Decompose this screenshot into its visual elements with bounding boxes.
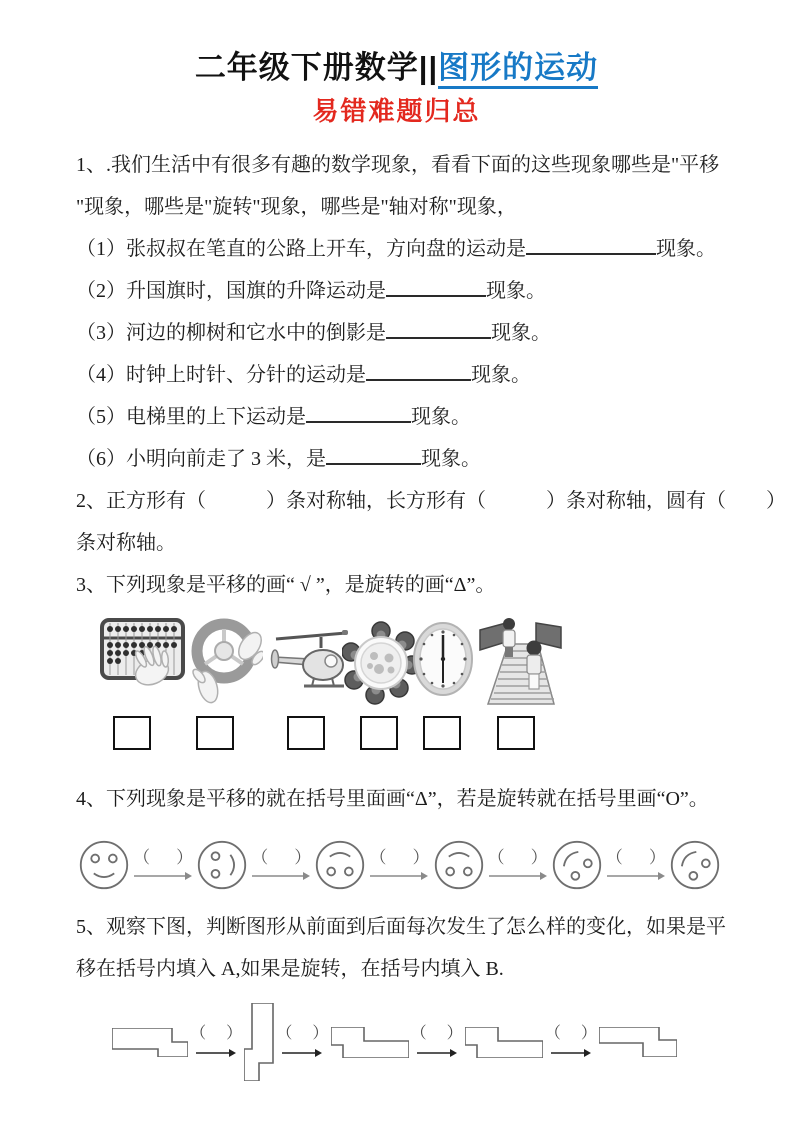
q3-answer-row [76,716,723,756]
q1-item-5-text: （5）电梯里的上下运动是 [76,406,306,428]
right-arrow-icon [196,1048,236,1058]
q4-face-row [76,828,723,902]
s-piece-horizontal [599,1027,677,1057]
q1-item-2 [76,270,723,312]
q1-item-6 [76,438,723,480]
answer-blank[interactable] [526,250,656,255]
s-piece-horizontal [331,1027,409,1058]
right-arrow-icon [551,1048,591,1058]
right-arrow-icon [607,871,665,881]
s-piece-horizontal [112,1028,188,1057]
right-arrow-icon [417,1048,457,1058]
q1-item-1-text: （1）张叔叔在笔直的公路上开车，方向盘的运动是 [76,238,526,260]
answer-paren[interactable]: （ ） [133,848,194,867]
q1-intro-line1: 1、.我们生活中有很多有趣的数学现象，看看下面的这些现象哪些是"平移 [76,154,720,176]
q2-line2: 条对称轴。 [76,532,176,554]
q3-picture-row [76,614,723,714]
answer-paren[interactable]: （ ） [605,848,666,867]
worksheet-body [76,144,786,1088]
answer-blank[interactable] [386,334,491,339]
right-arrow-icon [134,871,192,881]
q1-item-3 [76,312,723,354]
q5-transition-1 [190,1026,242,1058]
q1-intro-line2: "现象，哪些是"旋转"现象，哪些是"轴对称"现象， [76,196,517,218]
q5-prompt-line1: 5、观察下图，判断图形从前面到后面每次发生了怎么样的变化，如果是平 [76,916,726,938]
q1-item-4-suffix: 现象。 [471,364,531,386]
q4-prompt: 4、下列现象是平移的就在括号里面画“Δ”，若是旋转就在括号里画“O”。 [76,788,709,810]
smiley-face-upright [78,839,130,891]
answer-box[interactable] [113,716,151,750]
answer-box[interactable] [196,716,234,750]
smiley-face-rotated-135 [658,828,732,902]
abacus-icon [100,614,185,692]
q1-item-1 [76,228,723,270]
answer-blank[interactable] [366,376,471,381]
q3-prompt: 3、下列现象是平移的画“ √ ”，是旋转的画“Δ”。 [76,574,496,596]
right-arrow-icon [282,1048,322,1058]
q1-item-5-suffix: 现象。 [411,406,471,428]
answer-box[interactable] [497,716,535,750]
q1-item-6-suffix: 现象。 [421,448,481,470]
q1-item-6-text: （6）小明向前走了 3 米，是 [76,448,326,470]
rotating-table-icon [342,614,420,711]
right-arrow-icon [489,871,547,881]
answer-paren[interactable]: （ ） [190,1025,243,1042]
page-subtitle: 易错难题归总 [312,96,481,126]
page-title [0,42,793,87]
q1-item-4-text: （4）时钟上时针、分针的运动是 [76,364,366,386]
q4-transition-2 [251,849,311,881]
answer-paren[interactable]: （ ） [487,848,548,867]
q5-transition-2 [276,1026,328,1058]
q5-prompt-line2: 移在括号内填入 A,如果是旋转，在括号内填入 B. [76,958,504,980]
smiley-face-rotated-135 [540,828,614,902]
q1-item-2-suffix: 现象。 [486,280,546,302]
answer-blank[interactable] [326,460,421,465]
s-piece-horizontal [465,1027,543,1058]
answer-box[interactable] [360,716,398,750]
clock-icon [412,620,474,698]
answer-paren[interactable]: （ ） [369,848,430,867]
page-title-black: 二年级下册数学|| [194,50,439,85]
escalator-icon [478,614,563,711]
smiley-face-rotated-180 [433,839,485,891]
s-piece-vertical [244,1003,274,1081]
q1-item-5 [76,396,723,438]
page-title-blue-link: 图形的运动 [438,50,598,89]
q1-item-4 [76,354,723,396]
q4-transition-3 [369,849,429,881]
answer-box[interactable] [423,716,461,750]
q5-transition-3 [411,1026,463,1058]
q5-shape-row [76,996,723,1088]
q5-transition-4 [545,1026,597,1058]
answer-box[interactable] [287,716,325,750]
answer-paren[interactable]: （ ） [251,848,312,867]
right-arrow-icon [252,871,310,881]
right-arrow-icon [370,871,428,881]
answer-paren[interactable]: （ ） [544,1025,597,1042]
q1-item-3-text: （3）河边的柳树和它水中的倒影是 [76,322,386,344]
q1-item-1-suffix: 现象。 [656,238,716,260]
answer-blank[interactable] [386,292,486,297]
q1-item-2-text: （2）升国旗时，国旗的升降运动是 [76,280,386,302]
smiley-face-rotated-180 [314,839,366,891]
steering-wheel-icon [188,614,263,709]
q4-transition-4 [488,849,548,881]
answer-paren[interactable]: （ ） [276,1025,329,1042]
answer-blank[interactable] [306,418,411,423]
smiley-face-rotated-90 [196,839,248,891]
q2-line1: 2、正方形有（ ）条对称轴，长方形有（ ）条对称轴，圆有（ ） [76,490,786,512]
q4-transition-5 [606,849,666,881]
answer-paren[interactable]: （ ） [410,1025,463,1042]
helicopter-icon [268,628,348,694]
q4-transition-1 [133,849,193,881]
q1-item-3-suffix: 现象。 [491,322,551,344]
